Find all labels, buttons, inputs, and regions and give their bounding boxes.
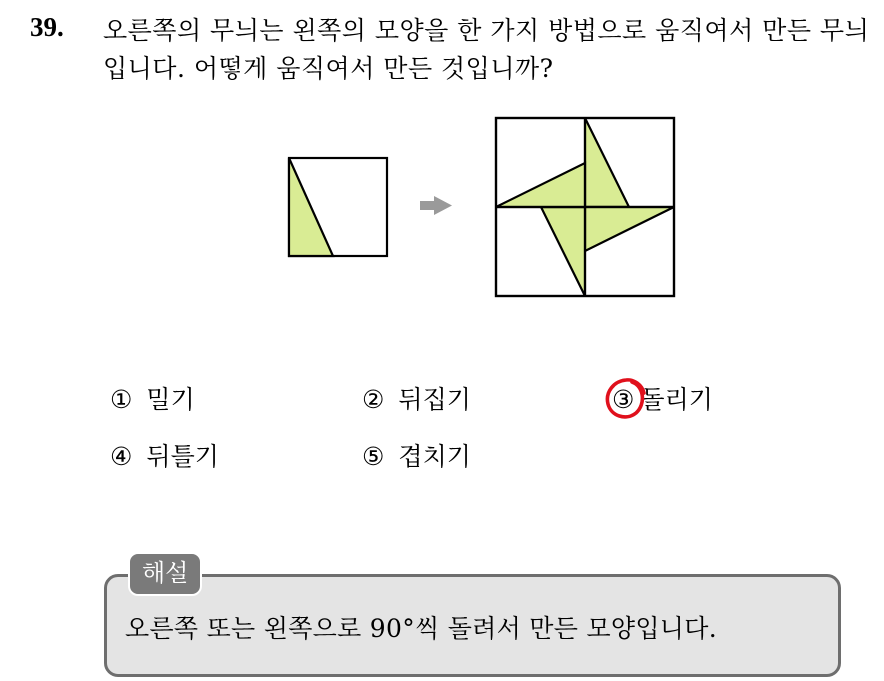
choice-number: ① (110, 385, 133, 414)
rotated-pattern (496, 118, 674, 296)
solution-tag: 해설 (128, 552, 202, 596)
choice-5[interactable] (362, 437, 471, 473)
solution-text: 오른쪽 또는 왼쪽으로 90°씩 돌려서 만든 모양입니다. (125, 614, 717, 643)
question-number: 39. (30, 12, 64, 42)
choice-1[interactable] (110, 380, 195, 416)
choice-4[interactable] (110, 437, 219, 473)
choice-2[interactable] (362, 380, 471, 416)
choice-label: 밀기 (146, 385, 195, 414)
choice-label: 겹치기 (398, 442, 471, 471)
figure-diagram (0, 0, 884, 340)
original-shape (289, 158, 387, 256)
choice-label: 뒤틀기 (146, 442, 219, 471)
right-arrow-icon (420, 196, 452, 215)
choice-number: ③ (612, 385, 635, 414)
choice-number: ⑤ (362, 442, 385, 471)
choice-label: 뒤집기 (398, 385, 471, 414)
choice-number: ② (362, 385, 385, 414)
choice-label: 돌리기 (640, 385, 713, 414)
choice-number: ④ (110, 442, 133, 471)
question-text: 오른쪽의 무늬는 왼쪽의 모양을 한 가지 방법으로 움직여서 만든 무늬입니다. 어떻게 움직여서 만든 것입니까? (103, 16, 870, 83)
answer-circle-mark (604, 376, 648, 420)
